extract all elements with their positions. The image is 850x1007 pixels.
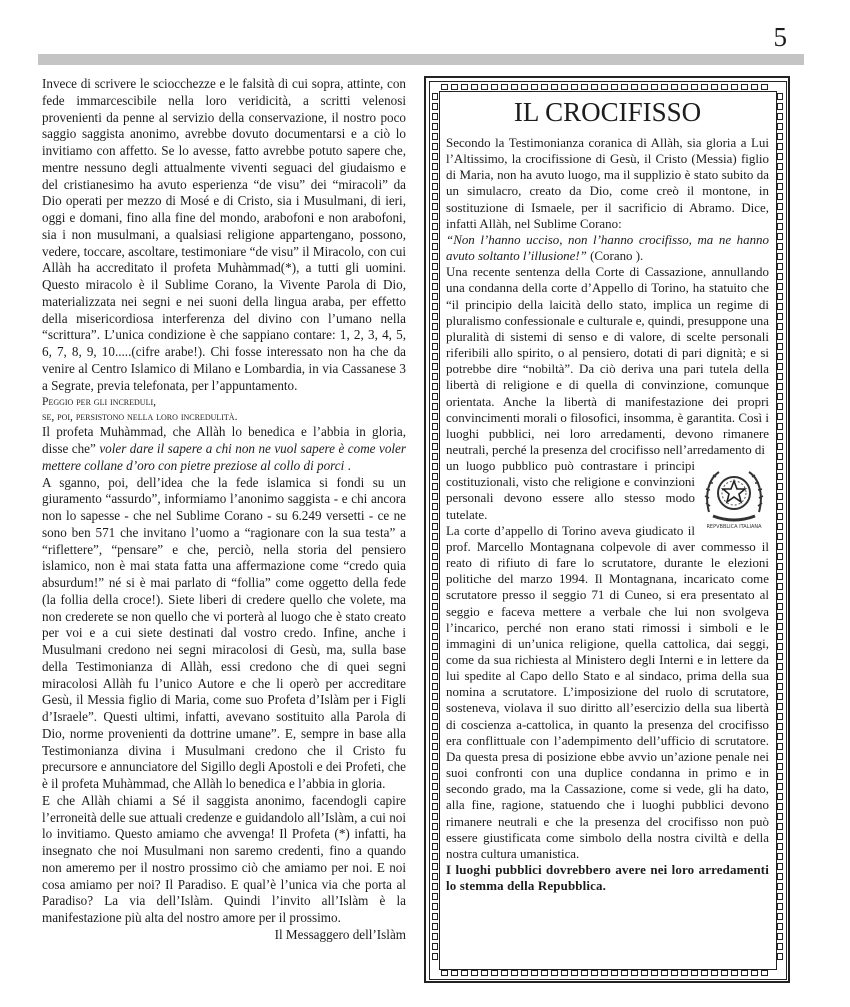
border-segment <box>432 773 438 780</box>
border-segment <box>471 84 478 90</box>
border-segment <box>777 283 783 290</box>
border-segment <box>777 473 783 480</box>
border-segment <box>777 863 783 870</box>
border-segment <box>777 233 783 240</box>
border-segment <box>501 970 508 976</box>
article-paragraph: E che Allàh chiami a Sé il saggista anonimo, facendogli capire l’erroneità delle sue attuali credenze e guidandolo all’Islàm, a cui noi lo invitiamo. Questo amiamo che avvenga! Il Profeta (*) infatti, ha insegnato che noi Musulmani non saremo credenti, fino a quando non ameremo per il nostro prossimo ciò che amiamo per noi. E noi cosa amiamo per noi? Il Paradiso. E qual’è l’unica via che porta al Paradiso? La via dell’Islàm. Quindi l’invito all’Islàm è la manifestazione più alta del nostro amore per il prossimo. <box>42 792 406 925</box>
border-segment <box>432 873 438 880</box>
border-segment <box>777 763 783 770</box>
border-segment <box>432 833 438 840</box>
border-segment <box>432 913 438 920</box>
border-segment <box>432 223 438 230</box>
border-segment <box>751 970 758 976</box>
border-segment <box>777 103 783 110</box>
border-segment <box>721 84 728 90</box>
border-segment <box>441 970 448 976</box>
border-segment <box>432 383 438 390</box>
border-segment <box>741 84 748 90</box>
border-segment <box>631 84 638 90</box>
border-segment <box>777 93 783 100</box>
border-segment <box>432 273 438 280</box>
border-segment <box>551 84 558 90</box>
small-caps-line: Peggio per gli increduli, <box>42 395 157 409</box>
border-segment <box>432 213 438 220</box>
border-segment <box>671 970 678 976</box>
border-segment <box>777 653 783 660</box>
article-paragraph: Invece di scrivere le sciocchezze e le falsità di cui sopra, attinte, con fede immarcescibile nella loro veridicità, a scritti velenosi provenienti da penne al servizio della conservazione, il nostro poco saggio saggista anonimo, avrebbe dovuto documentarsi e a ciò lo invitiamo con affetto. Se lo avesse, fatto avrebbe potuto sapere che, mentre nessuno degli attualmente viventi seguaci del giudaismo e del cristianesimo ha avuto esperienza “de visu” dei “miracoli” da Dio operati per mezzo di Mosé e di Cristo, sia i Musulmani, di ieri, oggi e domani, fino alla fine del mondo, arabofoni e non arabofoni, sia i non musulmani, a qualsiasi religione appartengano, possono, vedere, toccare, ascoltare, testimoniare “de visu” il Miracolo, con cui Allàh ha accreditato il profeta Muhàmmad(*), a tutti gli uomini. Questo miracolo è il Sublime Corano, la Vivente Parola di Dio, materializzata nei segni e nei suoni della lingua araba, per effetto della misericordiosa interferenza del divino con l’umano nella “scrittura”. L’unica condizione è che sappiano contare: 1, 2, 3, 4, 5, 6, 7, 8, 9, 10.....(cifre arabe!). Chi fosse interessato non ha che da venire al Centro Islamico di Milano e Lombardia, in via Cassanese 3 a Segrate, previa telefonata, per l’appuntamento. <box>42 76 406 393</box>
border-segment <box>451 84 458 90</box>
border-segment <box>777 413 783 420</box>
border-segment <box>432 733 438 740</box>
quran-quote: “Non l’hanno ucciso, non l’hanno crocifisso, ma ne hanno avuto soltanto l’illusione!” <box>446 231 769 264</box>
border-segment <box>432 653 438 660</box>
border-segment <box>777 813 783 820</box>
border-segment <box>432 233 438 240</box>
border-segment <box>701 970 708 976</box>
border-segment <box>777 493 783 500</box>
border-segment <box>432 453 438 460</box>
border-segment <box>777 173 783 180</box>
border-segment <box>777 833 783 840</box>
italian-republic-emblem-icon <box>701 462 767 530</box>
border-segment <box>432 413 438 420</box>
border-segment <box>432 133 438 140</box>
border-segment <box>777 753 783 760</box>
border-segment <box>432 153 438 160</box>
border-segment <box>777 663 783 670</box>
border-segment <box>777 203 783 210</box>
crocifisso-box <box>424 76 790 983</box>
border-segment <box>777 133 783 140</box>
border-segment <box>777 613 783 620</box>
border-segment <box>777 393 783 400</box>
border-segment <box>432 843 438 850</box>
border-segment <box>511 970 518 976</box>
hadith-paragraph <box>42 424 406 474</box>
border-segment <box>432 293 438 300</box>
border-segment <box>432 543 438 550</box>
border-segment <box>432 893 438 900</box>
border-segment <box>777 383 783 390</box>
border-segment <box>591 970 598 976</box>
border-segment <box>432 643 438 650</box>
quran-quote-paragraph <box>446 232 769 264</box>
border-segment <box>701 84 708 90</box>
border-segment <box>761 970 768 976</box>
border-segment <box>521 84 528 90</box>
border-segment <box>777 143 783 150</box>
border-segment <box>777 713 783 720</box>
border-segment <box>777 703 783 710</box>
header-bar <box>38 54 804 65</box>
border-segment <box>491 970 498 976</box>
border-segment <box>777 303 783 310</box>
border-segment <box>777 163 783 170</box>
border-segment <box>777 453 783 460</box>
border-segment <box>711 970 718 976</box>
border-segment <box>432 943 438 950</box>
border-segment <box>481 84 488 90</box>
border-segment <box>581 84 588 90</box>
border-segment <box>432 243 438 250</box>
border-segment <box>432 553 438 560</box>
border-segment <box>531 84 538 90</box>
border-segment <box>691 84 698 90</box>
border-segment <box>461 970 468 976</box>
border-segment <box>777 313 783 320</box>
border-segment <box>777 903 783 910</box>
border-segment <box>481 970 488 976</box>
border-segment <box>432 803 438 810</box>
border-segment <box>601 84 608 90</box>
emblem-inscription: REPVBBLICA ITALIANA <box>706 524 762 531</box>
border-segment <box>777 553 783 560</box>
border-segment <box>432 403 438 410</box>
page-number: 5 <box>773 22 787 52</box>
border-segment <box>432 623 438 630</box>
border-segment <box>777 353 783 360</box>
border-segment <box>432 633 438 640</box>
border-segment <box>432 823 438 830</box>
border-segment <box>777 603 783 610</box>
border-segment <box>777 513 783 520</box>
border-segment <box>432 953 438 960</box>
border-segment <box>432 483 438 490</box>
border-segment <box>777 883 783 890</box>
border-segment <box>571 84 578 90</box>
border-segment <box>432 563 438 570</box>
border-segment <box>551 970 558 976</box>
border-segment <box>432 173 438 180</box>
border-segment <box>671 84 678 90</box>
border-segment <box>432 593 438 600</box>
hadith-intro: Il profeta Muhàmmad, che Allàh lo benedica e l’abbia in gloria, disse che” <box>42 424 406 456</box>
border-segment <box>432 253 438 260</box>
border-segment <box>777 123 783 130</box>
border-segment <box>777 823 783 830</box>
border-segment <box>741 970 748 976</box>
border-segment <box>432 503 438 510</box>
border-segment <box>777 433 783 440</box>
border-segment <box>432 353 438 360</box>
border-segment <box>432 753 438 760</box>
border-segment <box>777 693 783 700</box>
box-title: IL CROCIFISSO <box>513 97 702 127</box>
border-segment <box>777 633 783 640</box>
border-segment <box>432 693 438 700</box>
border-segment <box>561 970 568 976</box>
border-segment <box>561 84 568 90</box>
border-segment <box>581 970 588 976</box>
border-segment <box>777 423 783 430</box>
border-segment <box>611 84 618 90</box>
box-conclusion: I luoghi pubblici dovrebbero avere nei loro arredamenti lo stemma della Repubblica. <box>446 862 769 894</box>
border-segment <box>521 970 528 976</box>
border-segment <box>591 84 598 90</box>
border-segment <box>777 193 783 200</box>
border-segment <box>777 943 783 950</box>
hadith-end: . <box>344 457 351 473</box>
box-paragraph: un luogo pubblico può contrastare i principi costituzionali, visto che religione e convinzioni personali devono essere allo stesso modo tutelate. <box>446 458 695 522</box>
border-segment <box>681 84 688 90</box>
border-segment <box>777 223 783 230</box>
border-segment <box>751 84 758 90</box>
border-segment <box>777 263 783 270</box>
border-segment <box>432 933 438 940</box>
border-segment <box>432 613 438 620</box>
article-paragraph: A sganno, poi, dell’idea che la fede islamica si fondi su un giuramento “assurdo”, informiamo l’anonimo saggista - e chi ancora non lo sapesse - che nel Sublime Corano - su 6.249 versetti - ce ne sono ben 571 che invitano l’uomo a “ragionare con la sua testa” a “riflettere”, “pensare” e che, perciò, nella storia del pensiero islamico, non è mai stata fatta una affermazione come “credo quia absurdum!” né si è mai parlato di “follia” come oggetto della fede (la follia della croce!). Siete liberi di credere quello che volete, ma non crederete se non quello che vi porterà al luogo che è stato creato per voi e a cui siete destinati dal vostro credo. Infine, anche i Musulmani credono nei segni miracolosi di Gesù, ma, sulla base della Testimonianza di Allàh, essi credono che di quei segni miracolosi Allàh fu l’unico Autore e che li operò per accreditare Gesù, il Messia figlio di Maria, come suo Profeta d’Islàm per i Figli d’Israele”. Questi ultimi, infatti, avevano sostituito alla Parola di Dio, norme provenienti da dottrine umane”. E, sempre in base alla Testimonianza divina i Musulmani credono che il Cristo fu precursore e annunciatore del Sigillo degli Apostoli e dei Profeti, che è il profeta Muhàmmad, che Allàh lo benedica e l’abbia in gloria. <box>42 474 406 791</box>
border-segment <box>777 623 783 630</box>
border-segment <box>661 970 668 976</box>
border-segment <box>731 970 738 976</box>
border-segment <box>531 970 538 976</box>
border-segment <box>432 393 438 400</box>
border-segment <box>432 363 438 370</box>
border-segment <box>432 853 438 860</box>
border-segment <box>711 84 718 90</box>
border-segment <box>731 84 738 90</box>
border-segment <box>777 443 783 450</box>
border-segment <box>432 793 438 800</box>
border-segment <box>777 793 783 800</box>
border-segment <box>681 970 688 976</box>
border-segment <box>432 433 438 440</box>
border-segment <box>777 243 783 250</box>
border-segment <box>777 543 783 550</box>
border-segment <box>641 970 648 976</box>
border-segment <box>777 403 783 410</box>
quran-reference: (Corano ). <box>586 248 644 264</box>
border-segment <box>432 723 438 730</box>
border-segment <box>432 343 438 350</box>
border-segment <box>571 970 578 976</box>
border-segment <box>432 713 438 720</box>
border-segment <box>432 163 438 170</box>
border-segment <box>511 84 518 90</box>
main-article <box>42 76 406 944</box>
border-segment <box>777 333 783 340</box>
border-segment <box>432 193 438 200</box>
border-segment <box>777 773 783 780</box>
border-segment <box>777 873 783 880</box>
border-segment <box>777 733 783 740</box>
border-segment <box>777 523 783 530</box>
border-segment <box>432 903 438 910</box>
border-segment <box>611 970 618 976</box>
border-segment <box>432 443 438 450</box>
border-segment <box>432 683 438 690</box>
border-segment <box>777 363 783 370</box>
border-segment <box>651 84 658 90</box>
border-segment <box>432 513 438 520</box>
border-segment <box>777 113 783 120</box>
border-segment <box>777 923 783 930</box>
border-segment <box>777 853 783 860</box>
border-segment <box>432 783 438 790</box>
border-segment <box>777 533 783 540</box>
border-segment <box>432 113 438 120</box>
border-segment <box>432 123 438 130</box>
border-segment <box>432 423 438 430</box>
border-segment <box>432 663 438 670</box>
signature: Il Messaggero dell’Islàm <box>274 926 406 942</box>
border-segment <box>777 593 783 600</box>
border-segment <box>432 533 438 540</box>
border-segment <box>777 213 783 220</box>
border-segment <box>777 913 783 920</box>
border-segment <box>432 263 438 270</box>
border-segment <box>777 253 783 260</box>
border-segment <box>777 673 783 680</box>
border-segment <box>432 183 438 190</box>
border-segment <box>432 573 438 580</box>
border-segment <box>777 503 783 510</box>
border-segment <box>451 970 458 976</box>
box-content <box>446 96 769 894</box>
border-segment <box>777 643 783 650</box>
border-segment <box>761 84 768 90</box>
border-segment <box>777 933 783 940</box>
border-segment <box>432 813 438 820</box>
border-segment <box>432 603 438 610</box>
border-segment <box>432 93 438 100</box>
border-segment <box>641 84 648 90</box>
border-segment <box>432 333 438 340</box>
border-segment <box>461 84 468 90</box>
border-segment <box>777 953 783 960</box>
border-segment <box>777 293 783 300</box>
border-segment <box>777 743 783 750</box>
border-segment <box>777 323 783 330</box>
border-segment <box>777 483 783 490</box>
border-segment <box>777 273 783 280</box>
border-segment <box>432 923 438 930</box>
border-segment <box>777 783 783 790</box>
border-segment <box>432 763 438 770</box>
border-segment <box>432 883 438 890</box>
border-segment <box>432 743 438 750</box>
border-segment <box>491 84 498 90</box>
border-segment <box>432 103 438 110</box>
border-segment <box>777 583 783 590</box>
border-segment <box>777 563 783 570</box>
border-segment <box>777 463 783 470</box>
border-segment <box>432 703 438 710</box>
border-segment <box>432 493 438 500</box>
border-segment <box>432 283 438 290</box>
box-paragraph: Secondo la Testimonianza coranica di Allàh, sia gloria a Lui l’Altissimo, la crocifissione di Gesù, il Cristo (Messia) figlio di Maria, non ha avuto luogo, ma il supplizio è stato subito da un simulacro, creato da Dio, come creò il montone, in sostituzione di Ismaele, per il sacrificio di Abramo. Dice, infatti Allàh, nel Sublime Corano: <box>446 135 769 231</box>
border-segment <box>631 970 638 976</box>
border-segment <box>501 84 508 90</box>
border-segment <box>471 970 478 976</box>
border-segment <box>651 970 658 976</box>
border-segment <box>432 523 438 530</box>
border-segment <box>777 153 783 160</box>
border-segment <box>432 373 438 380</box>
border-segment <box>777 183 783 190</box>
border-segment <box>432 143 438 150</box>
border-segment <box>432 473 438 480</box>
border-segment <box>432 303 438 310</box>
hadith-quote: voler dare il sapere a chi non ne vuol sapere è come voler mettere collane d’oro con pietre preziose al collo di porci <box>42 441 406 473</box>
border-segment <box>777 573 783 580</box>
border-segment <box>777 843 783 850</box>
border-segment <box>777 893 783 900</box>
border-segment <box>541 84 548 90</box>
border-segment <box>441 84 448 90</box>
border-segment <box>621 970 628 976</box>
box-paragraph: Una recente sentenza della Corte di Cassazione, annullando una condanna della corte d’Appello di Torino, ha statuito che “il principio della laicità dello stato, implica un regime di pluralismo confessionale e culturale e, quindi, presuppone una pluralità di sistemi di senso e di valore, di scelte personali riferibili allo spirito, o al pensiero, dotati di pari dignità; e si potrebbe dire “nobiltà”. Da ciò deriva una pari tutela della libertà di religione e di quella di convinzione, comunque orientata. Anche la libertà di manifestazione dei propri convincimenti morali o filosofici, insomma, è garantita. Così i luoghi pubblici, nei loro arredamenti, devono rimanere neutrali, perché la presenza del crocifisso nell’arredamento di <box>446 264 769 457</box>
box-paragraph: La corte d’appello di Torino aveva giudicato il prof. Marcello Montagnana colpevole di aver commesso il reato di rifiuto di fare lo scrutatore, durante le elezioni politiche del marzo 1994. Il Montagnana, incaricato come scrutatore presso il seggio 71 di Cuneo, si era presentato al seggio e faceva mettere a verbale che lui non svolgeva l’incarico, perché non erano stati rimossi i simboli e le immagini di un’unica religione, quella cattolica, dai seggi, come da sua richiesta al Ministero degli Interni e in lettere da lui spedite al Capo dello Stato e al sindaco, prima della sua nomina a scrutatore. L’imposizione del ruolo di scrutatore, sosteneva, violava il suo diritto all’esercizio della sua libertà di coscienza a-cattolica, in quanto la presenza del crocifisso era conflittuale con l’adempimento dell’ufficio di scrutatore. Da questa presa di posizione ebbe avvio un’azione penale nei suoi confronti con una duplice condanna in primo e in secondo grado, ma la Cassazione, come si vede, gli ha dato, alla fine, ragione, statuendo che i luoghi pubblici devono rimanere neutrali e che la presenza del crocifisso non può essere giustificata come simbolo della nostra civiltà e della nostra cultura umanistica. <box>446 522 769 861</box>
border-segment <box>432 863 438 870</box>
border-segment <box>432 673 438 680</box>
border-segment <box>691 970 698 976</box>
border-segment <box>432 463 438 470</box>
border-segment <box>541 970 548 976</box>
small-caps-line: se, poi, persistono nella loro incredulità. <box>42 410 238 424</box>
border-segment <box>777 373 783 380</box>
border-segment <box>621 84 628 90</box>
border-segment <box>432 583 438 590</box>
border-segment <box>777 343 783 350</box>
border-segment <box>777 803 783 810</box>
border-segment <box>721 970 728 976</box>
border-segment <box>777 723 783 730</box>
border-segment <box>432 313 438 320</box>
border-segment <box>777 683 783 690</box>
border-segment <box>432 203 438 210</box>
border-segment <box>432 323 438 330</box>
border-segment <box>661 84 668 90</box>
border-segment <box>601 970 608 976</box>
